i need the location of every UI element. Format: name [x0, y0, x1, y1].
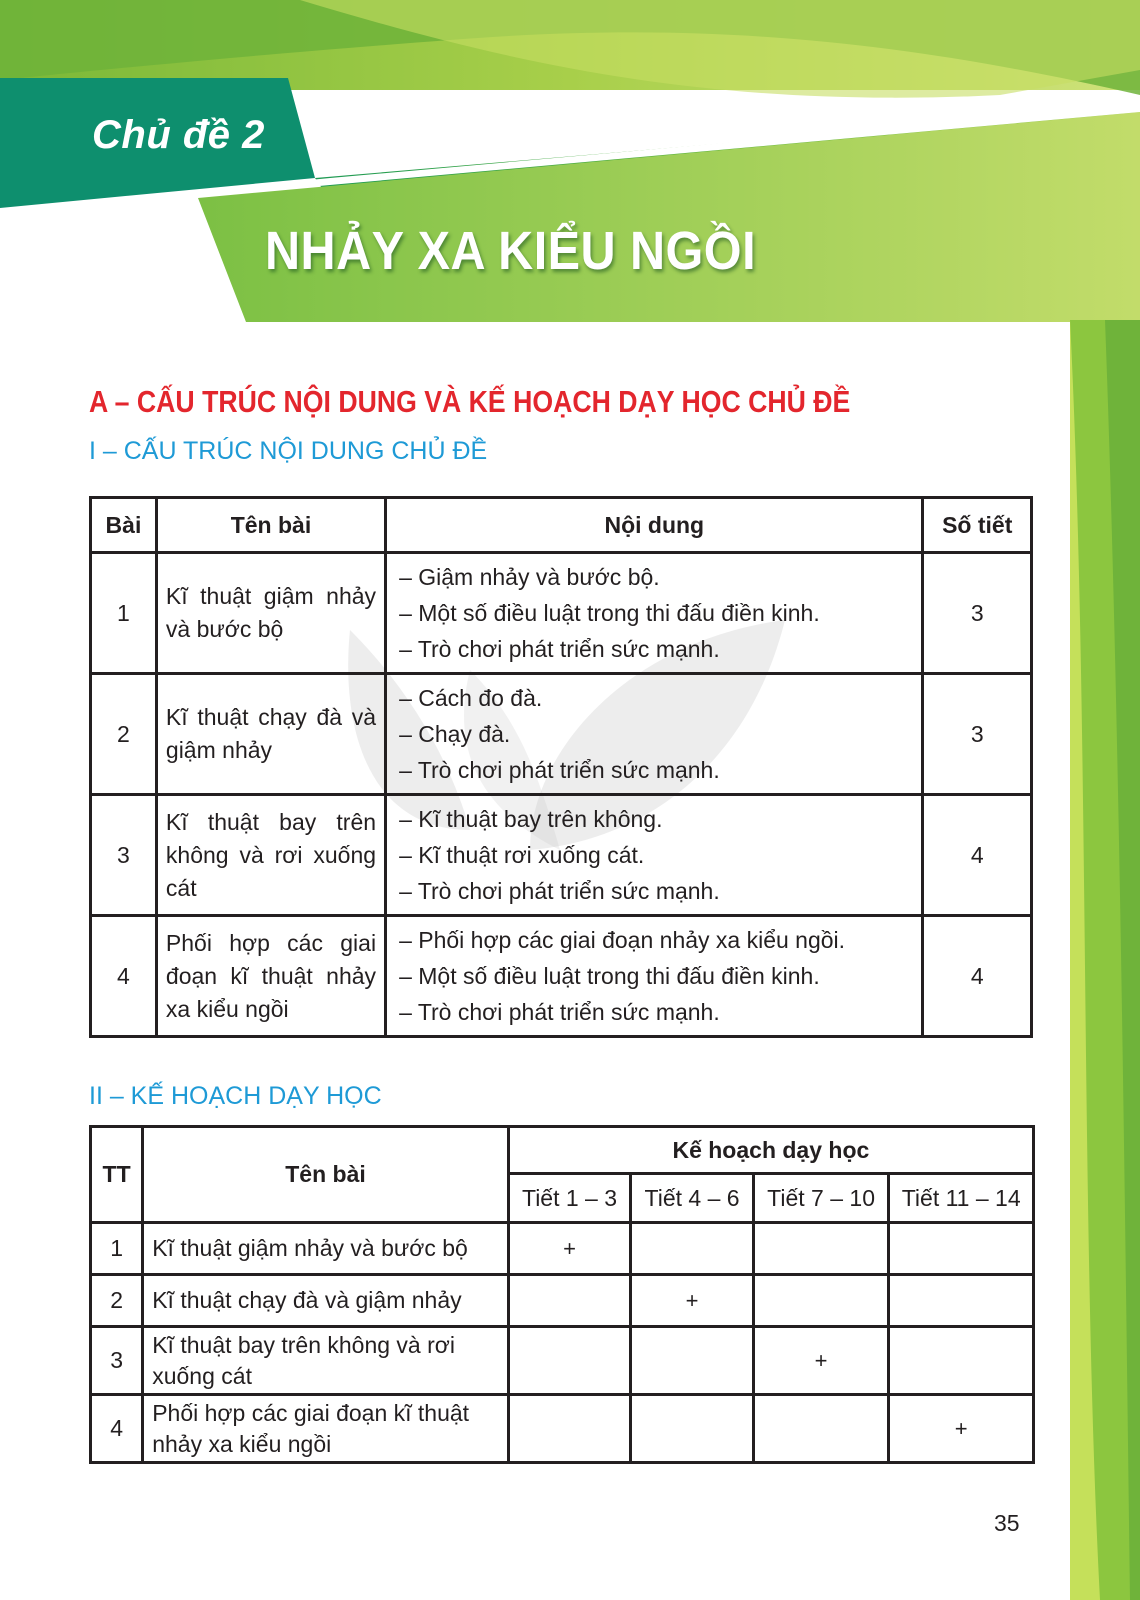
- row-name: Kĩ thuật giậm nhảy và bước bộ: [143, 1223, 509, 1275]
- column-header-name: Tên bài: [143, 1127, 509, 1223]
- period-header: Tiết 7 – 10: [753, 1174, 889, 1223]
- content-line: – Phối hợp các giai đoạn nhảy xa kiểu ngồi.: [399, 927, 846, 953]
- table-row: [91, 1223, 1034, 1275]
- table-row: [91, 674, 1032, 795]
- column-header: Bài: [91, 498, 157, 553]
- table-row: [91, 1327, 1034, 1395]
- plan-cell: [508, 1327, 631, 1395]
- column-header: Số tiết: [923, 498, 1032, 553]
- table-row: [91, 1275, 1034, 1327]
- row-number: 4: [91, 1395, 143, 1463]
- lesson-name: Phối hợp các giai đoạn kĩ thuật nhảy xa kiểu ngồi: [156, 916, 385, 1037]
- plan-cell: +: [631, 1275, 754, 1327]
- column-group-header: Kế hoạch dạy học: [508, 1127, 1033, 1174]
- row-name: Kĩ thuật chạy đà và giậm nhảy: [143, 1275, 509, 1327]
- plan-cell: [631, 1395, 754, 1463]
- plan-cell: [889, 1275, 1034, 1327]
- structure-table: [89, 496, 1033, 1038]
- plan-cell: [508, 1395, 631, 1463]
- plan-cell: +: [508, 1223, 631, 1275]
- lesson-periods: 3: [923, 553, 1032, 674]
- lesson-number: 2: [91, 674, 157, 795]
- content-line: – Trò chơi phát triển sức mạnh.: [399, 999, 720, 1025]
- table-row: [91, 916, 1032, 1037]
- row-number: 3: [91, 1327, 143, 1395]
- plan-cell: [753, 1395, 889, 1463]
- page-title: NHẢY XA KIỂU NGỒI: [265, 221, 757, 281]
- topic-label: Chủ đề 2: [92, 113, 265, 157]
- row-name: Kĩ thuật bay trên không và rơi xuống cát: [143, 1327, 509, 1395]
- page-number: 35: [994, 1510, 1020, 1536]
- table-header-row: [91, 1127, 1034, 1174]
- lesson-content: [386, 674, 923, 795]
- plan-cell: [508, 1275, 631, 1327]
- row-name: Phối hợp các giai đoạn kĩ thuật nhảy xa kiểu ngồi: [143, 1395, 509, 1463]
- lesson-periods: 3: [923, 674, 1032, 795]
- content-line: – Một số điều luật trong thi đấu điền kinh.: [399, 600, 820, 626]
- content-line: – Cách đo đà.: [399, 685, 543, 711]
- plan-cell: +: [753, 1327, 889, 1395]
- plan-cell: [631, 1327, 754, 1395]
- lesson-number: 4: [91, 916, 157, 1037]
- side-decoration: [1070, 320, 1140, 1600]
- period-header: Tiết 4 – 6: [631, 1174, 754, 1223]
- lesson-name: Kĩ thuật giậm nhảy và bước bộ: [156, 553, 385, 674]
- table-row: [91, 795, 1032, 916]
- table-row: [91, 1395, 1034, 1463]
- content-line: – Kĩ thuật rơi xuống cát.: [399, 842, 645, 868]
- content-line: – Trò chơi phát triển sức mạnh.: [399, 636, 720, 662]
- plan-cell: [889, 1223, 1034, 1275]
- plan-cell: [631, 1223, 754, 1275]
- lesson-name: Kĩ thuật chạy đà và giậm nhảy: [156, 674, 385, 795]
- period-header: Tiết 1 – 3: [508, 1174, 631, 1223]
- plan-cell: +: [889, 1395, 1034, 1463]
- lesson-number: 1: [91, 553, 157, 674]
- lesson-content: [386, 795, 923, 916]
- plan-table: [89, 1125, 1035, 1464]
- section-a-heading: A – CẤU TRÚC NỘI DUNG VÀ KẾ HOẠCH DẠY HỌC CHỦ ĐỀ: [89, 384, 851, 419]
- lesson-content: [386, 916, 923, 1037]
- period-header: Tiết 11 – 14: [889, 1174, 1034, 1223]
- row-number: 2: [91, 1275, 143, 1327]
- structure-heading: I – CẤU TRÚC NỘI DUNG CHỦ ĐỀ: [89, 437, 488, 465]
- column-header: Tên bài: [156, 498, 385, 553]
- lesson-periods: 4: [923, 916, 1032, 1037]
- lesson-number: 3: [91, 795, 157, 916]
- plan-heading: II – KẾ HOẠCH DẠY HỌC: [89, 1082, 382, 1110]
- content-line: – Kĩ thuật bay trên không.: [399, 806, 663, 832]
- column-header-tt: TT: [91, 1127, 143, 1223]
- table-row: [91, 553, 1032, 674]
- plan-cell: [753, 1275, 889, 1327]
- content-line: – Một số điều luật trong thi đấu điền kinh.: [399, 963, 820, 989]
- column-header: Nội dung: [386, 498, 923, 553]
- content-line: – Giậm nhảy và bước bộ.: [399, 564, 660, 590]
- plan-cell: [753, 1223, 889, 1275]
- content-line: – Chạy đà.: [399, 721, 511, 747]
- content-line: – Trò chơi phát triển sức mạnh.: [399, 878, 720, 904]
- row-number: 1: [91, 1223, 143, 1275]
- plan-cell: [889, 1327, 1034, 1395]
- content-line: – Trò chơi phát triển sức mạnh.: [399, 757, 720, 783]
- lesson-name: Kĩ thuật bay trên không và rơi xuống cát: [156, 795, 385, 916]
- lesson-periods: 4: [923, 795, 1032, 916]
- table-header-row: [91, 498, 1032, 553]
- lesson-content: [386, 553, 923, 674]
